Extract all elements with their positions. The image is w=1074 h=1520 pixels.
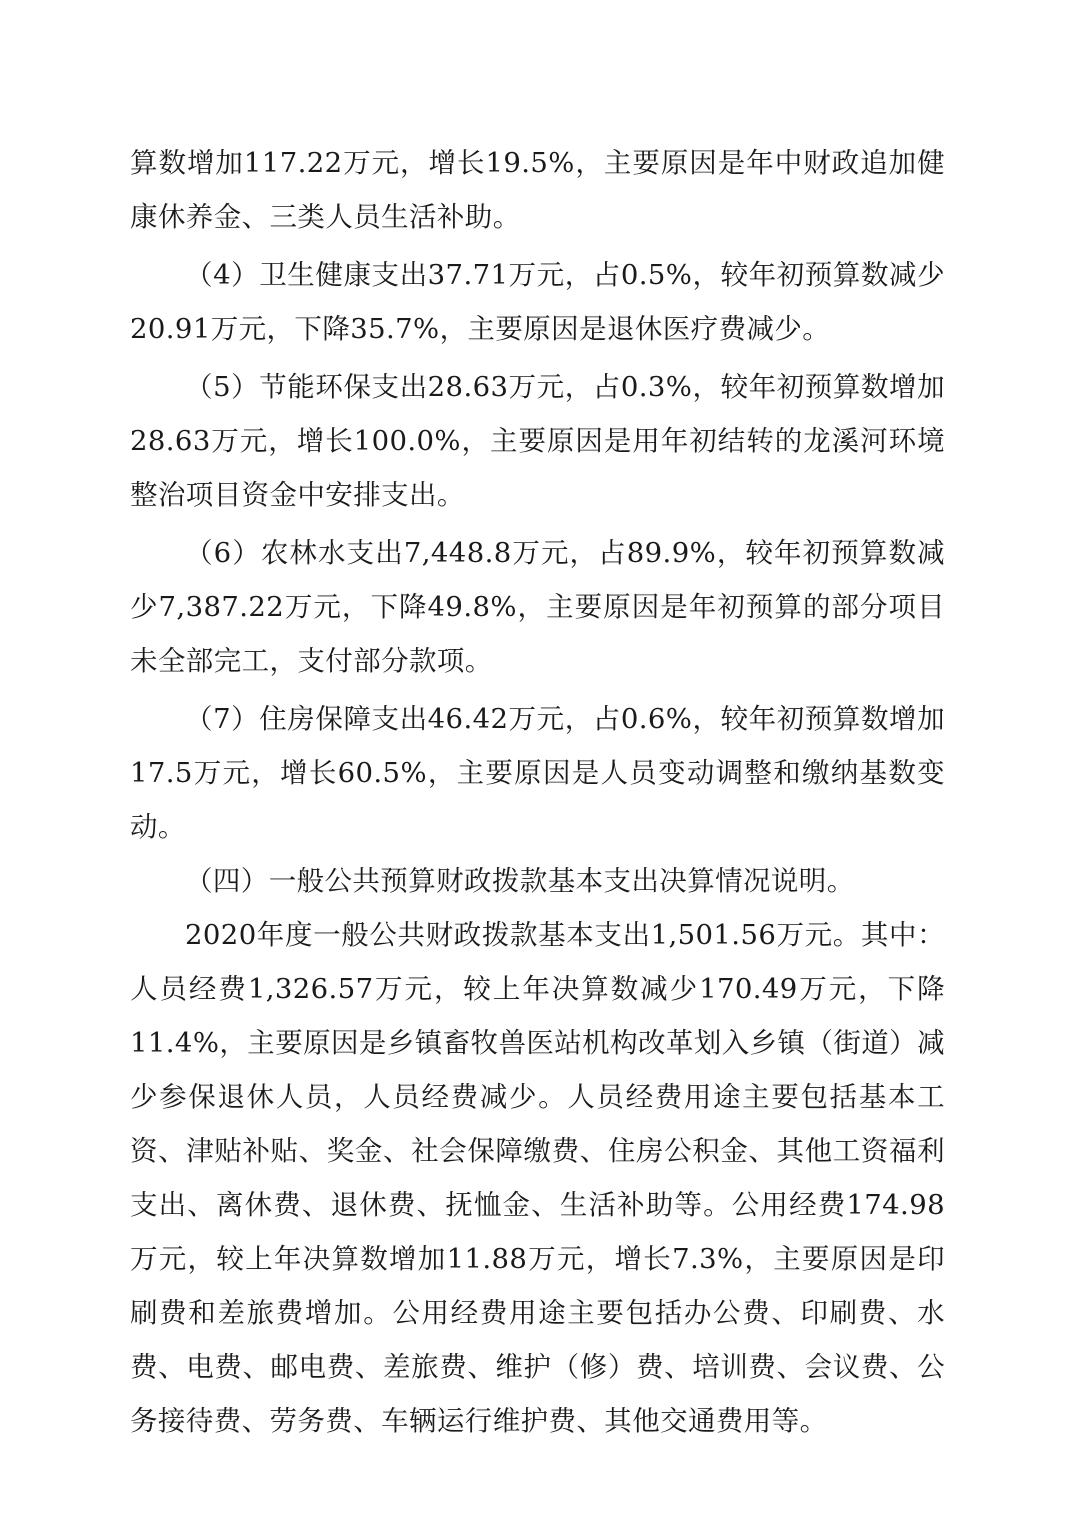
paragraph-health-expenditure: （4）卫生健康支出37.71万元，占0.5%，较年初预算数减少20.91万元，下降35.7%，主要原因是退休医疗费减少。 [130,259,945,345]
paragraph-agriculture-expenditure: （6）农林水支出7,448.8万元，占89.9%，较年初预算数减少7,387.22万元，下降49.8%，主要原因是年初预算的部分项目未全部完工，支付部分款项。 [130,537,945,677]
paragraph-environment-expenditure: （5）节能环保支出28.63万元，占0.3%，较年初预算数增加28.63万元，增长100.0%，主要原因是用年初结转的龙溪河环境整治项目资金中安排支出。 [130,371,945,511]
section-heading-basic-expenditure: （四）一般公共预算财政拨款基本支出决算情况说明。 [185,865,855,897]
paragraph-basic-expenditure: 2020年度一般公共财政拨款基本支出1,501.56万元。其中：人员经费1,326.57万元，较上年决算数减少170.49万元，下降11.4%，主要原因是乡镇畜牧兽医站机构改革划入乡镇（街道）减少参保退休人员，人员经费减少。人员经费用途主要包括基本工资、津贴补贴、奖金、社会保障缴费、住房公积金、其他工资福利支出、离休费、退休费、抚恤金、生活补助等。公用经费174.98万元，较上年决算数增加11.88万元，增长7.3%，主要原因是印刷费和差旅费增加。公用经费用途主要包括办公费、印刷费、水费、电费、邮电费、差旅费、维护（修）费、培训费、会议费、公务接待费、劳务费、车辆运行维护费、其他交通费用等。 [130,919,945,1437]
paragraph-housing-expenditure: （7）住房保障支出46.42万元，占0.6%，较年初预算数增加17.5万元，增长60.5%，主要原因是人员变动调整和缴纳基数变动。 [130,703,945,843]
document-body [130,136,945,1448]
paragraph-continuation: 算数增加117.22万元，增长19.5%，主要原因是年中财政追加健康休养金、三类人员生活补助。 [130,147,945,233]
